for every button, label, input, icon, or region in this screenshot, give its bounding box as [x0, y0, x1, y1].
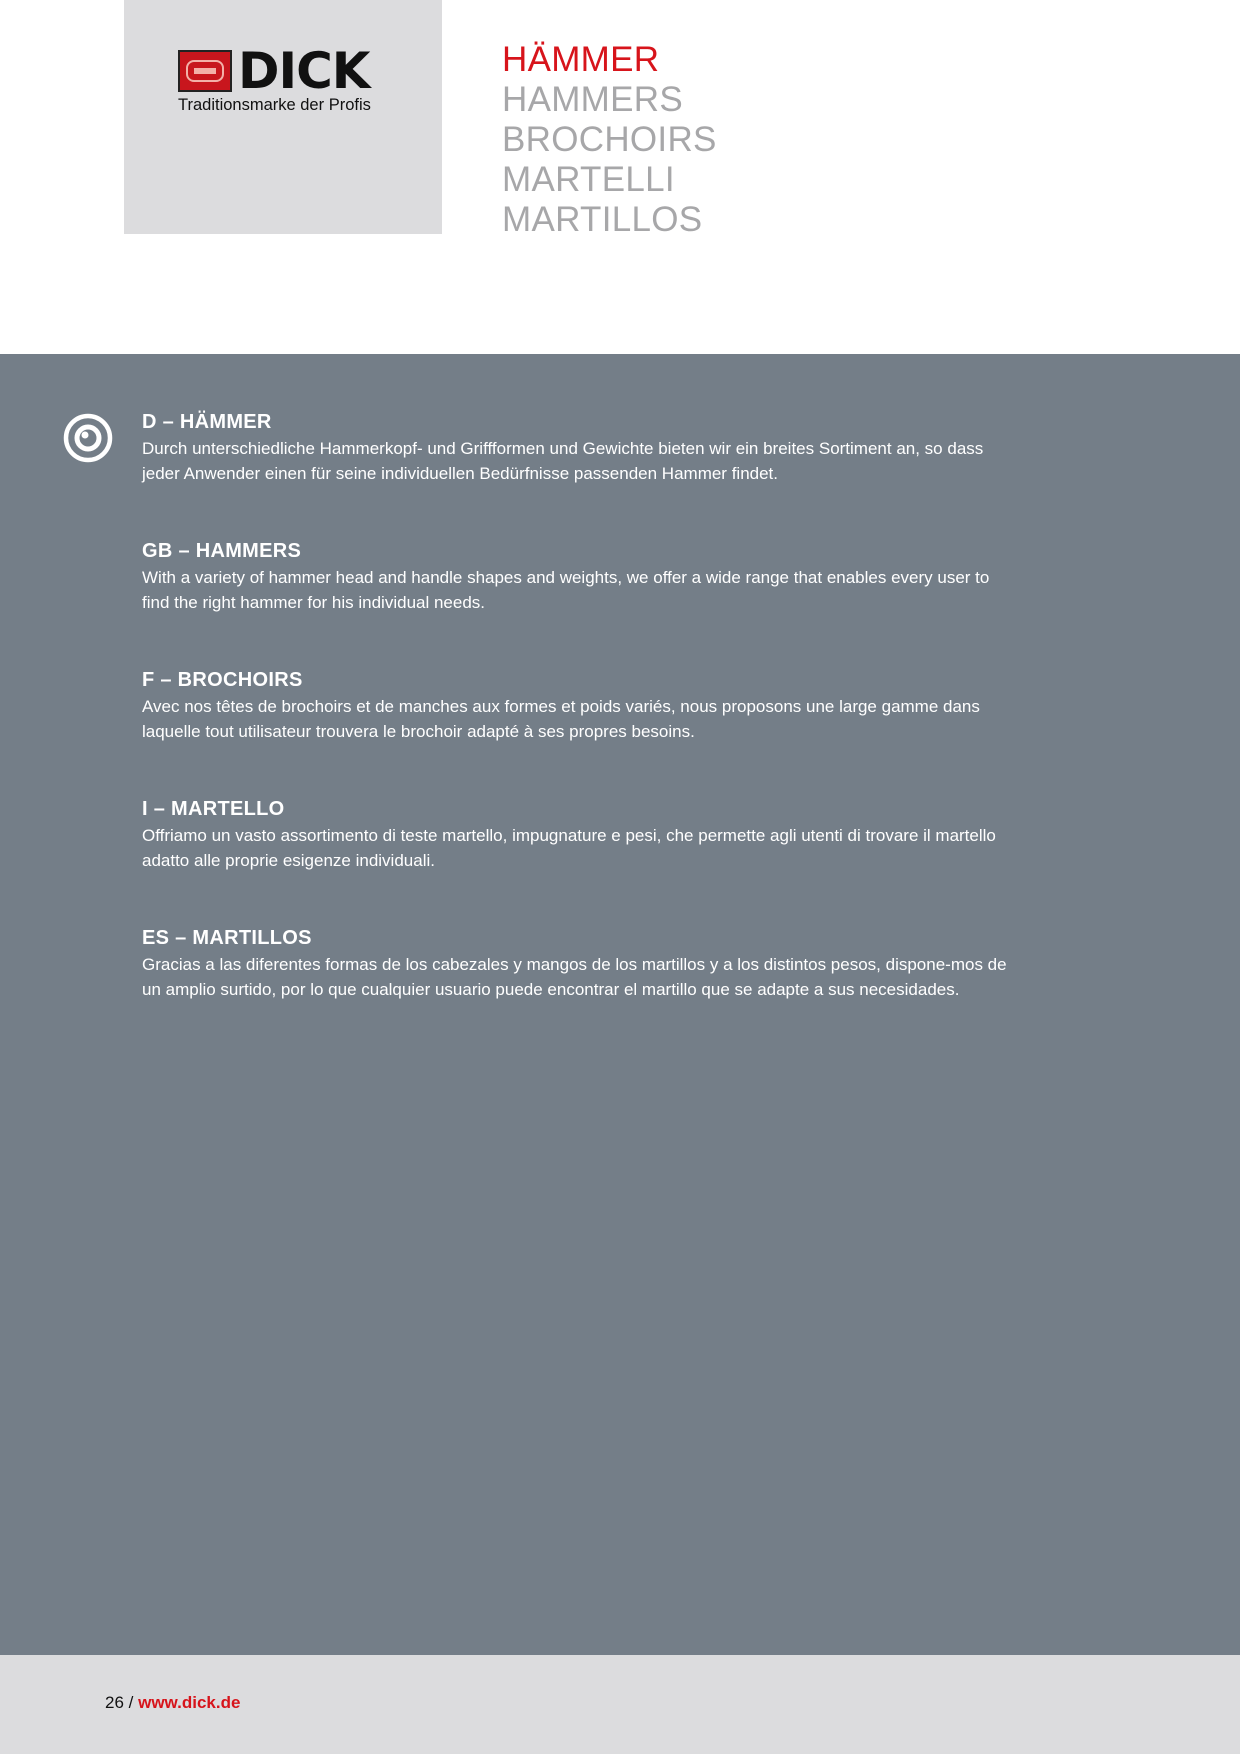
- section-it: [142, 797, 1012, 873]
- section-text: Gracias a las diferentes formas de los cabezales y mangos de los martillos y a los distintos pesos, dispone-mos de un amplio surtido, por lo que cualquier usuario puede encontrar el martillo que se adapte a sus necesidades.: [142, 955, 1007, 999]
- page-title-it: MARTELLI: [502, 160, 675, 199]
- page-title-de: HÄMMER: [502, 40, 660, 79]
- page-title-fr: BROCHOIRS: [502, 120, 717, 159]
- section-heading: GB – HAMMERS: [142, 540, 302, 562]
- target-icon: [63, 413, 113, 463]
- section-heading: D – HÄMMER: [142, 411, 272, 433]
- section-heading: I – MARTELLO: [142, 798, 285, 820]
- section-gb: [142, 539, 1012, 615]
- page-title-en: HAMMERS: [502, 80, 683, 119]
- logo-emblem-icon: [178, 50, 232, 92]
- section-text: Offriamo un vasto assortimento di teste martello, impugnature e pesi, che permette agli utenti di trovare il martello adatto alle proprie esigenze individuali.: [142, 826, 996, 870]
- website-link[interactable]: www.dick.de: [138, 1693, 241, 1712]
- footer-separator: /: [123, 1693, 139, 1712]
- section-heading: F – BROCHOIRS: [142, 669, 303, 691]
- section-heading: ES – MARTILLOS: [142, 927, 312, 949]
- logo-box: [124, 0, 442, 234]
- page-title-list: [502, 40, 717, 240]
- page-number: 26: [105, 1693, 124, 1712]
- brand-logo: [178, 42, 392, 115]
- section-text: With a variety of hammer head and handle shapes and weights, we offer a wide range that enables every user to find the right hammer for his individual needs.: [142, 568, 990, 612]
- section-de: [142, 410, 1012, 486]
- section-es: [142, 926, 1012, 1002]
- page-title-es: MARTILLOS: [502, 200, 703, 239]
- section-fr: [142, 668, 1012, 744]
- brand-tagline: Traditionsmarke der Profis: [178, 96, 371, 114]
- footer-text: [105, 1693, 240, 1713]
- brand-name: DICK: [238, 42, 370, 100]
- logo-mark: [178, 42, 392, 100]
- page-footer: [0, 1655, 1240, 1754]
- section-text: Avec nos têtes de brochoirs et de manches aux formes et poids variés, nous proposons une large gamme dans laquelle tout utilisateur trouvera le brochoir adapté à ses propres besoins.: [142, 697, 980, 741]
- section-text: Durch unterschiedliche Hammerkopf- und Griffformen und Gewichte bieten wir ein breites Sortiment an, so dass jeder Anwender einen für seine individuellen Bedürfnisse passenden Hammer findet.: [142, 439, 984, 483]
